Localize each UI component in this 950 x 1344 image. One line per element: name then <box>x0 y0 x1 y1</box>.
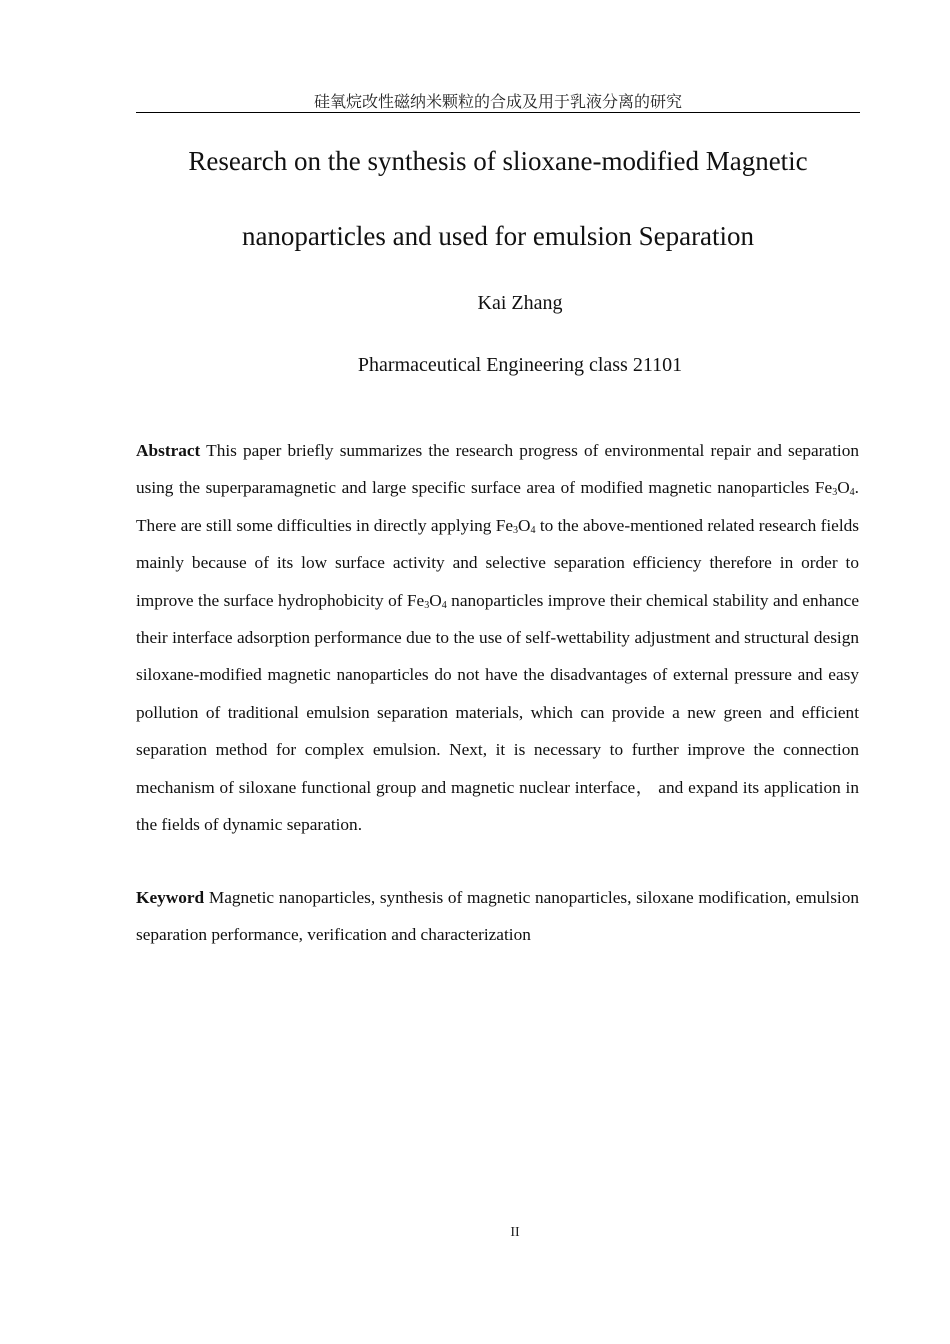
abstract-text: O <box>518 515 531 535</box>
subscript: 3 <box>424 599 430 611</box>
subscript: 3 <box>513 524 519 536</box>
keyword-paragraph <box>136 879 859 953</box>
abstract-text: O <box>837 478 850 498</box>
abstract-text: . There are still some difficulties in directly applying Fe <box>136 478 859 535</box>
subscript: 4 <box>441 599 447 611</box>
subscript: 4 <box>530 524 536 536</box>
author-affiliation: Pharmaceutical Engineering class 21101 <box>357 354 683 376</box>
keyword-label: Keyword <box>136 888 205 907</box>
abstract-label: Abstract <box>136 441 201 460</box>
abstract-text: nanoparticles improve their chemical stability and enhance their interface adsorption performance due to the use of self-wettability adjustment and structural design siloxane-modified magnetic nanoparticles do not have the disadvantages of external pressure and easy pollution of traditional emulsion separation materials, which can provide a new green and efficient separation method for complex emulsion. Next, it is necessary to further improve the connection mechanism of siloxane functional group and magnetic nuclear interface， and expand its application in the fields of dynamic separation. <box>136 590 859 835</box>
abstract-text: O <box>429 590 442 610</box>
title-line-2: nanoparticles and used for emulsion Separation <box>241 221 755 251</box>
abstract-text: to the above-mentioned related research fields mainly because of its low surface activity and selective separation efficiency therefore in order to improve the surface hydrophobicity of Fe <box>136 515 859 610</box>
running-header: 硅氧烷改性磁纳米颗粒的合成及用于乳液分离的研究 <box>136 92 860 113</box>
author-name: Kai Zhang <box>477 292 563 314</box>
subscript: 3 <box>832 487 838 499</box>
page-number: II <box>510 1225 520 1240</box>
keyword-text: Magnetic nanoparticles, synthesis of magnetic nanoparticles, siloxane modification, emulsion separation performance, verification and characterization <box>136 888 859 944</box>
title-line-1: Research on the synthesis of slioxane-modified Magnetic <box>188 146 808 176</box>
abstract-paragraph <box>136 432 859 843</box>
abstract-text: This paper briefly summarizes the research progress of environmental repair and separation using the superparamagnetic and large specific surface area of modified magnetic nanoparticles Fe <box>136 441 859 498</box>
subscript: 4 <box>849 487 855 499</box>
